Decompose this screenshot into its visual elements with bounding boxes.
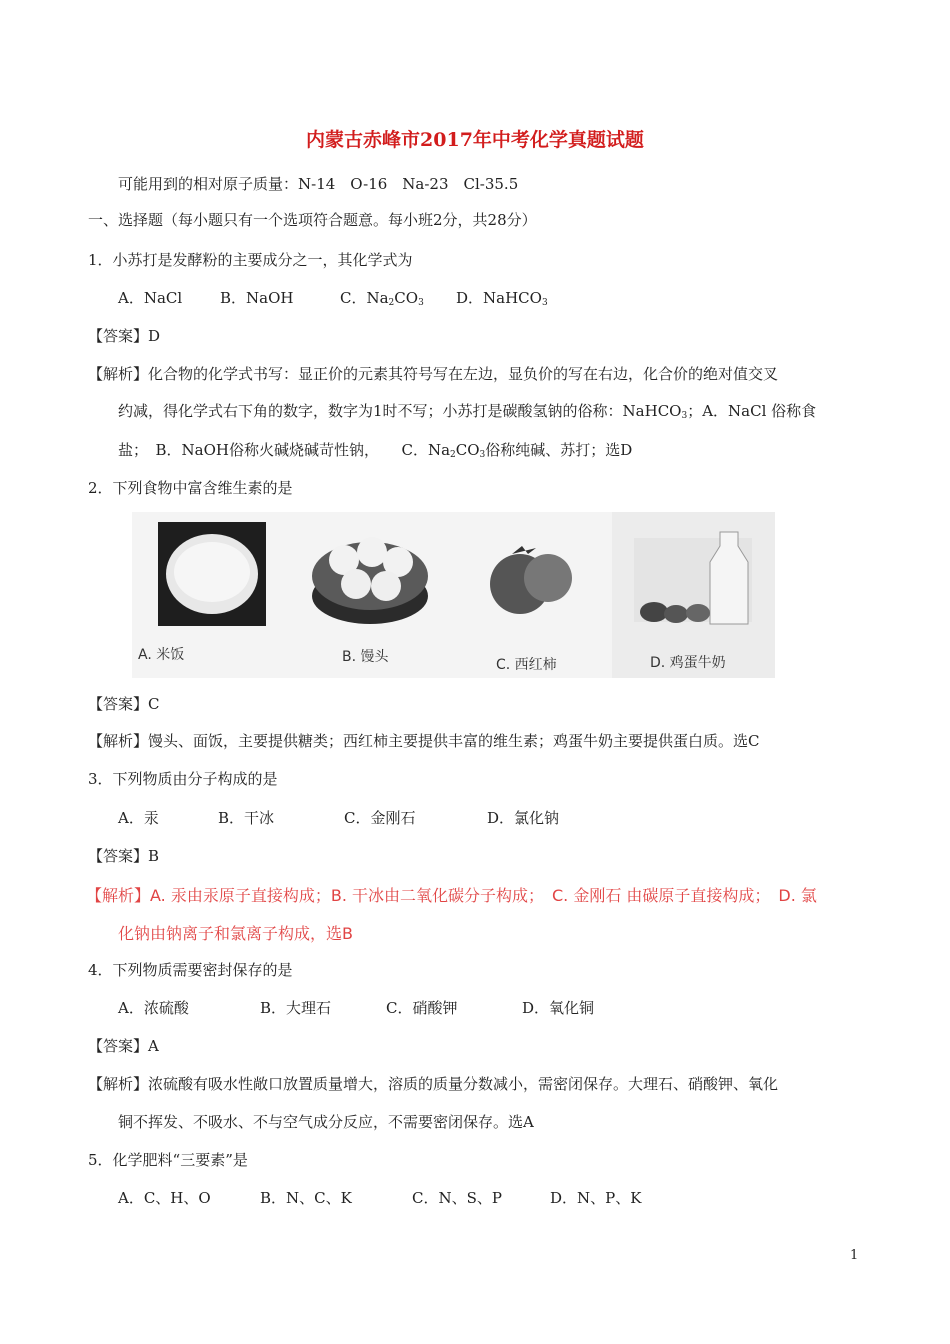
q5-option-d: D．N、P、K <box>550 1189 642 1207</box>
food-figure <box>132 512 775 678</box>
q5-stem: 5．化学肥料“三要素”是 <box>88 1151 248 1169</box>
q5-option-c: C．N、S、P <box>412 1189 502 1207</box>
q3-explanation-line2: 化钠由钠离子和氯离子构成，选B <box>118 924 353 943</box>
figure-label-c: C. 西红柿 <box>496 657 557 673</box>
q3-option-a: A．汞 <box>118 809 159 827</box>
egg-milk-image <box>612 512 775 678</box>
figure-label-a: A. 米饭 <box>138 647 185 663</box>
figure-label-b: B. 馒头 <box>342 649 389 665</box>
q4-option-a: A．浓硫酸 <box>118 999 189 1017</box>
exam-title: 内蒙古赤峰市2017年中考化学真题试题 <box>306 129 644 151</box>
q3-option-b: B．干冰 <box>218 809 275 827</box>
rice-image <box>132 512 292 678</box>
q3-option-d: D．氯化钠 <box>487 809 560 827</box>
q4-option-b: B．大理石 <box>260 999 332 1017</box>
q1-option-c: C．$Na_2CO_3$ <box>340 289 424 308</box>
q4-explanation-line1: 【解析】浓硫酸有吸水性敞口放置质量增大，溶质的质量分数减小，需密闭保存。大理石、硝酸钾、氧化 <box>88 1075 779 1093</box>
q1-explanation-line3: 盐； B．NaOH俗称火碱烧碱苛性钠， C．$Na_2CO_3$俗称纯碱、苏打；选D <box>118 441 633 460</box>
q2-answer: 【答案】C <box>88 695 160 713</box>
section-heading: 一、选择题（每小题只有一个选项符合题意。每小班2分，共28分） <box>88 211 537 229</box>
steamed-bun-image <box>292 512 462 678</box>
q3-option-c: C．金刚石 <box>344 809 416 827</box>
q1-explanation-line2: 约减，得化学式右下角的数字，数字为1时不写；小苏打是碳酸氢钠的俗称：NaHCO$_3$；A．NaCl 俗称食 <box>118 402 817 421</box>
atomic-mass-note: 可能用到的相对原子质量：N-14 O-16 Na-23 Cl-35.5 <box>118 175 519 193</box>
q4-option-c: C．硝酸钾 <box>386 999 458 1017</box>
q4-stem: 4．下列物质需要密封保存的是 <box>88 961 293 979</box>
q1-answer: 【答案】D <box>88 327 161 345</box>
q1-stem: 1．小苏打是发酵粉的主要成分之一，其化学式为 <box>88 251 413 269</box>
q3-explanation-line1: 【解析】A. 汞由汞原子直接构成；B. 干冰由二氧化碳分子构成； C. 金刚石 由碳原子直接构成； D. 氯 <box>86 886 817 905</box>
q1-option-d: D．NaHCO$_3$ <box>456 289 548 308</box>
q4-option-d: D．氧化铜 <box>522 999 595 1017</box>
page-number: 1 <box>850 1248 859 1263</box>
q4-explanation-line2: 铜不挥发、不吸水、不与空气成分反应，不需要密闭保存。选A <box>118 1113 534 1131</box>
q2-stem: 2．下列食物中富含维生素的是 <box>88 479 293 497</box>
q5-option-a: A．C、H、O <box>118 1189 211 1207</box>
q2-explanation: 【解析】馒头、面饭，主要提供糖类；西红柿主要提供丰富的维生素；鸡蛋牛奶主要提供蛋白质。选C <box>88 732 760 750</box>
q1-option-a: A．NaCl <box>118 289 183 307</box>
q1-option-b: B．NaOH <box>220 289 294 307</box>
q5-option-b: B．N、C、K <box>260 1189 352 1207</box>
q4-answer: 【答案】A <box>88 1037 159 1055</box>
q3-answer: 【答案】B <box>88 847 160 865</box>
figure-label-d: D. 鸡蛋牛奶 <box>650 655 726 671</box>
tomato-image <box>462 512 612 678</box>
q3-stem: 3．下列物质由分子构成的是 <box>88 770 278 788</box>
q1-explanation-line1: 【解析】化合物的化学式书写：显正价的元素其符号写在左边，显负价的写在右边，化合价的绝对值交叉 <box>88 365 779 383</box>
